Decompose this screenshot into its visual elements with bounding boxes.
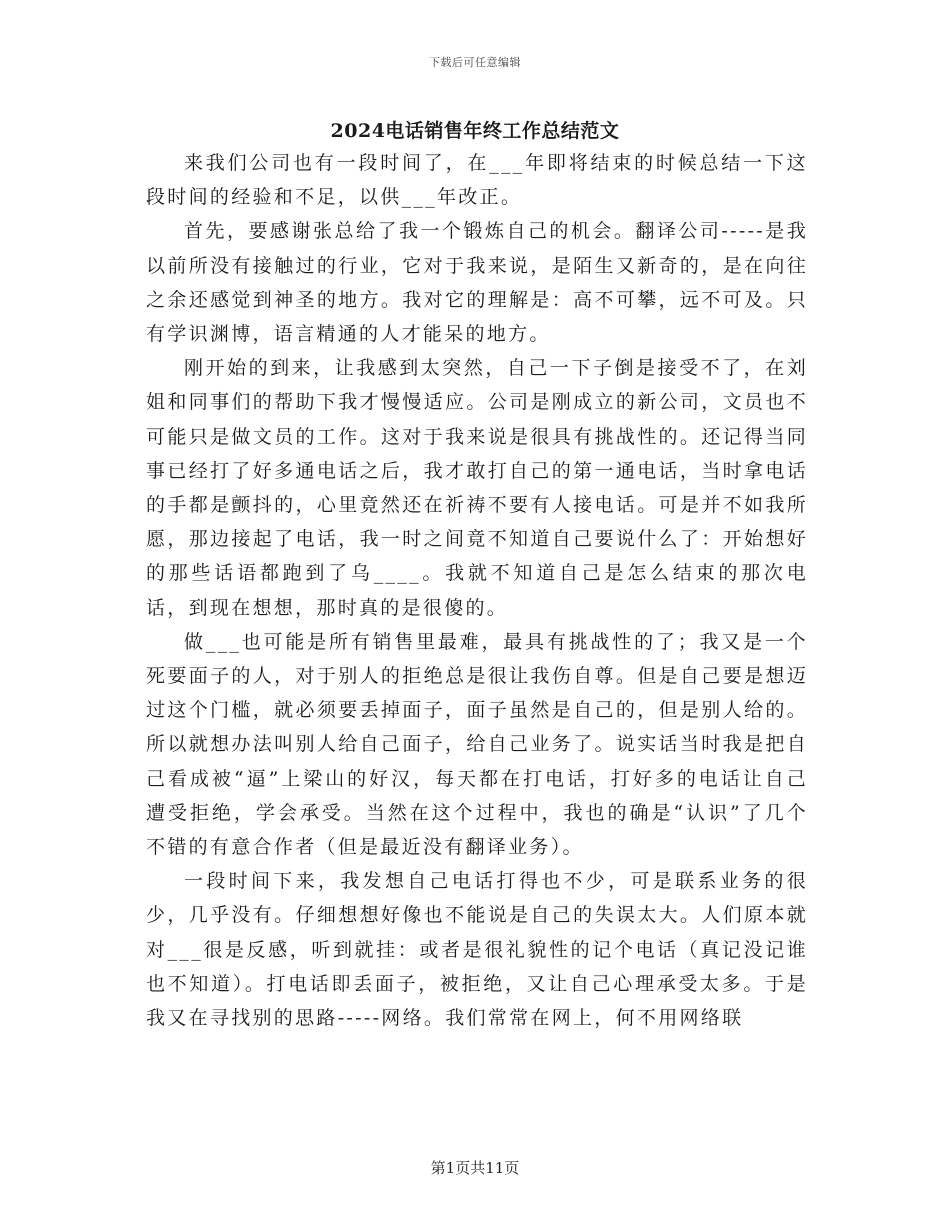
document-title: 2024电话销售年终工作总结范文 [330,120,620,142]
paragraph: 来我们公司也有一段时间了，在___年即将结束的时候总结一下这段时间的经验和不足，以供___年改正。 [146,152,808,209]
page-header-note: 下载后可任意编辑 [429,56,521,69]
paragraph: 刚开始的到来，让我感到太突然，自己一下子倒是接受不了，在刘姐和同事们的帮助下我才慢慢适应。公司是刚成立的新公司，文员也不可能只是做文员的工作。这对于我来说是很具有挑战性的。还记得当同事已经打了好多通电话之后，我才敢打自己的第一通电话，当时拿电话的手都是颤抖的，心里竟然还在祈祷不要有人接电话。可是并不如我所愿，那边接起了电话，我一时之间竟不知道自己要说什么了：开始想好的那些话语都跑到了乌____。我就不知道自己是怎么结束的那次电话，到现在想想，那时真的是很傻的。 [146,357,808,619]
page-number-footer: 第1页共11页 [430,1159,520,1177]
paragraph: 一段时间下来，我发想自己电话打得也不少，可是联系业务的很少，几乎没有。仔细想想好像也不能说是自己的失误太大。人们原本就对___很是反感，听到就挂：或者是很礼貌性的记个电话（真记没记谁也不知道）。打电话即丢面子，被拒绝，又让自己心理承受太多。于是我又在寻找别的思路-----网络。我们常常在网上，何不用网络联 [146,870,808,1030]
document-body [146,146,808,1035]
paragraph: 首先，要感谢张总给了我一个锻炼自己的机会。翻译公司-----是我以前所没有接触过的行业，它对于我来说，是陌生又新奇的，是在向往之余还感觉到神圣的地方。我对它的理解是：高不可攀，远不可及。只有学识渊博，语言精通的人才能呆的地方。 [146,220,808,346]
paragraph: 做___也可能是所有销售里最难，最具有挑战性的了；我又是一个死要面子的人，对于别人的拒绝总是很让我伤自尊。但是自己要是想迈过这个门槛，就必须要丢掉面子，面子虽然是自己的，但是别人给的。所以就想办法叫别人给自己面子，给自己业务了。说实话当时我是把自己看成被“逼”上梁山的好汉，每天都在打电话，打好多的电话让自己遭受拒绝，学会承受。当然在这个过程中，我也的确是“认识”了几个不错的有意合作者（但是最近没有翻译业务）。 [146,630,808,859]
